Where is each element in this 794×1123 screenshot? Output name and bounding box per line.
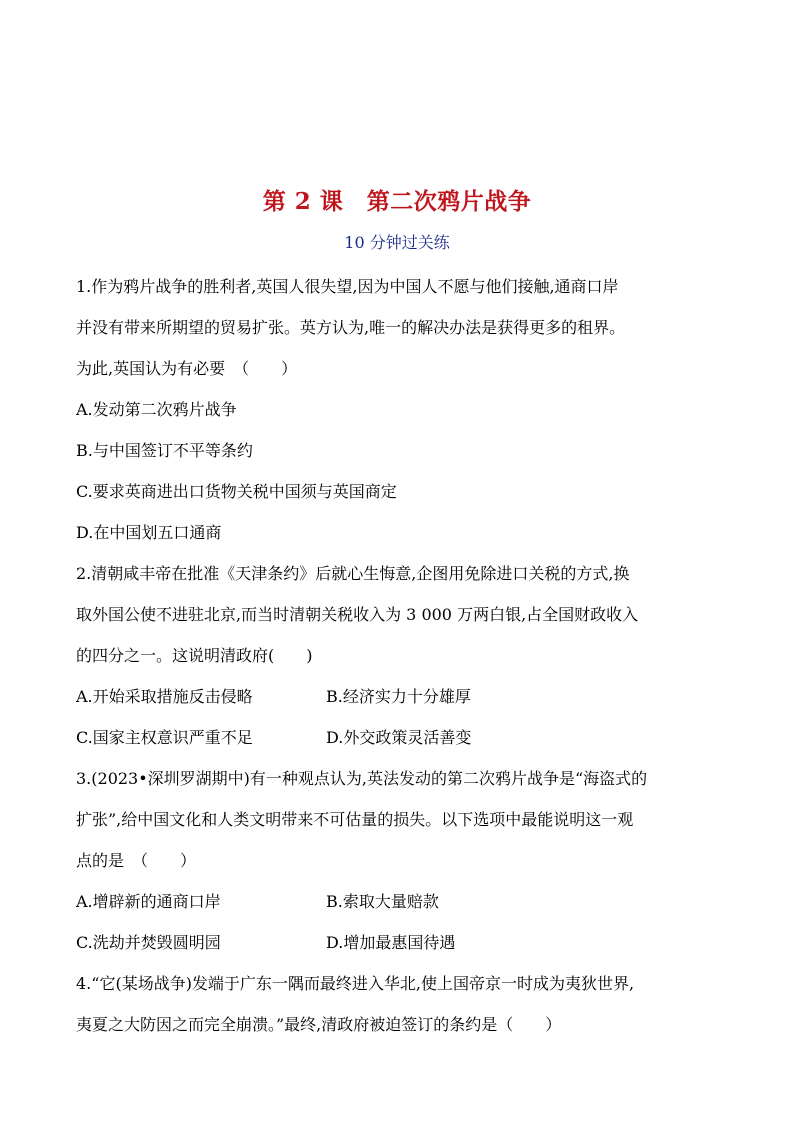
option-c: C.国家主权意识严重不足 [76,728,253,747]
option-a: A.开始采取措施反击侵略 [76,687,253,706]
question-stem-line: 并没有带来所期望的贸易扩张。英方认为,唯一的解决办法是获得更多的租界。 [76,318,626,337]
question-stem-line: 扩张”,给中国文化和人类文明带来不可估量的损失。以下选项中最能说明这一观 [76,810,634,829]
question-4 [76,963,722,1045]
question-2 [76,553,722,758]
option-c: C.要求英商进出口货物关税中国须与英国商定 [76,482,397,501]
option-a: A.增辟新的通商口岸 [76,892,221,911]
question-stem-line: 为此,英国认为有必要 （ ） [76,359,298,378]
option-row [76,922,722,963]
page-title: 第 2 课 第二次鸦片战争 [262,188,532,215]
question-stem-line: 取外国公使不进驻北京,而当时清朝关税收入为 3 000 万两白银,占全国财政收入 [76,605,639,624]
question-1 [76,266,722,553]
question-stem-line: 1.作为鸦片战争的胜利者,英国人很失望,因为中国人不愿与他们接触,通商口岸 [76,277,619,296]
question-list [76,266,722,1045]
page-subtitle: 10 分钟过关练 [344,233,450,252]
question-stem-line: 夷夏之大防因之而完全崩溃。”最终,清政府被迫签订的条约是（ ） [76,1015,562,1034]
question-stem-line: 2.清朝咸丰帝在批准《天津条约》后就心生悔意,企图用免除进口关税的方式,换 [76,564,630,583]
option-d: D.在中国划五口通商 [76,523,222,542]
question-stem-line: 3.(2023•深圳罗湖期中)有一种观点认为,英法发动的第二次鸦片战争是“海盗式的 [76,769,648,788]
option-b: B.索取大量赔款 [326,892,439,911]
question-stem-line: 点的是 （ ） [76,851,197,870]
option-row [76,676,722,717]
option-d: D.外交政策灵活善变 [326,728,472,747]
option-c: C.洗劫并焚毁圆明园 [76,933,221,952]
option-d: D.增加最惠国待遇 [326,933,456,952]
question-stem-line: 4.“它(某场战争)发端于广东一隅而最终进入华北,使上国帝京一时成为夷狄世界, [76,974,635,993]
option-b: B.经济实力十分雄厚 [326,687,471,706]
option-row [76,717,722,758]
option-b: B.与中国签订不平等条约 [76,441,253,460]
question-3 [76,758,722,963]
question-stem-line: 的四分之一。这说明清政府( ) [76,646,313,665]
option-row [76,881,722,922]
option-a: A.发动第二次鸦片战争 [76,400,237,419]
